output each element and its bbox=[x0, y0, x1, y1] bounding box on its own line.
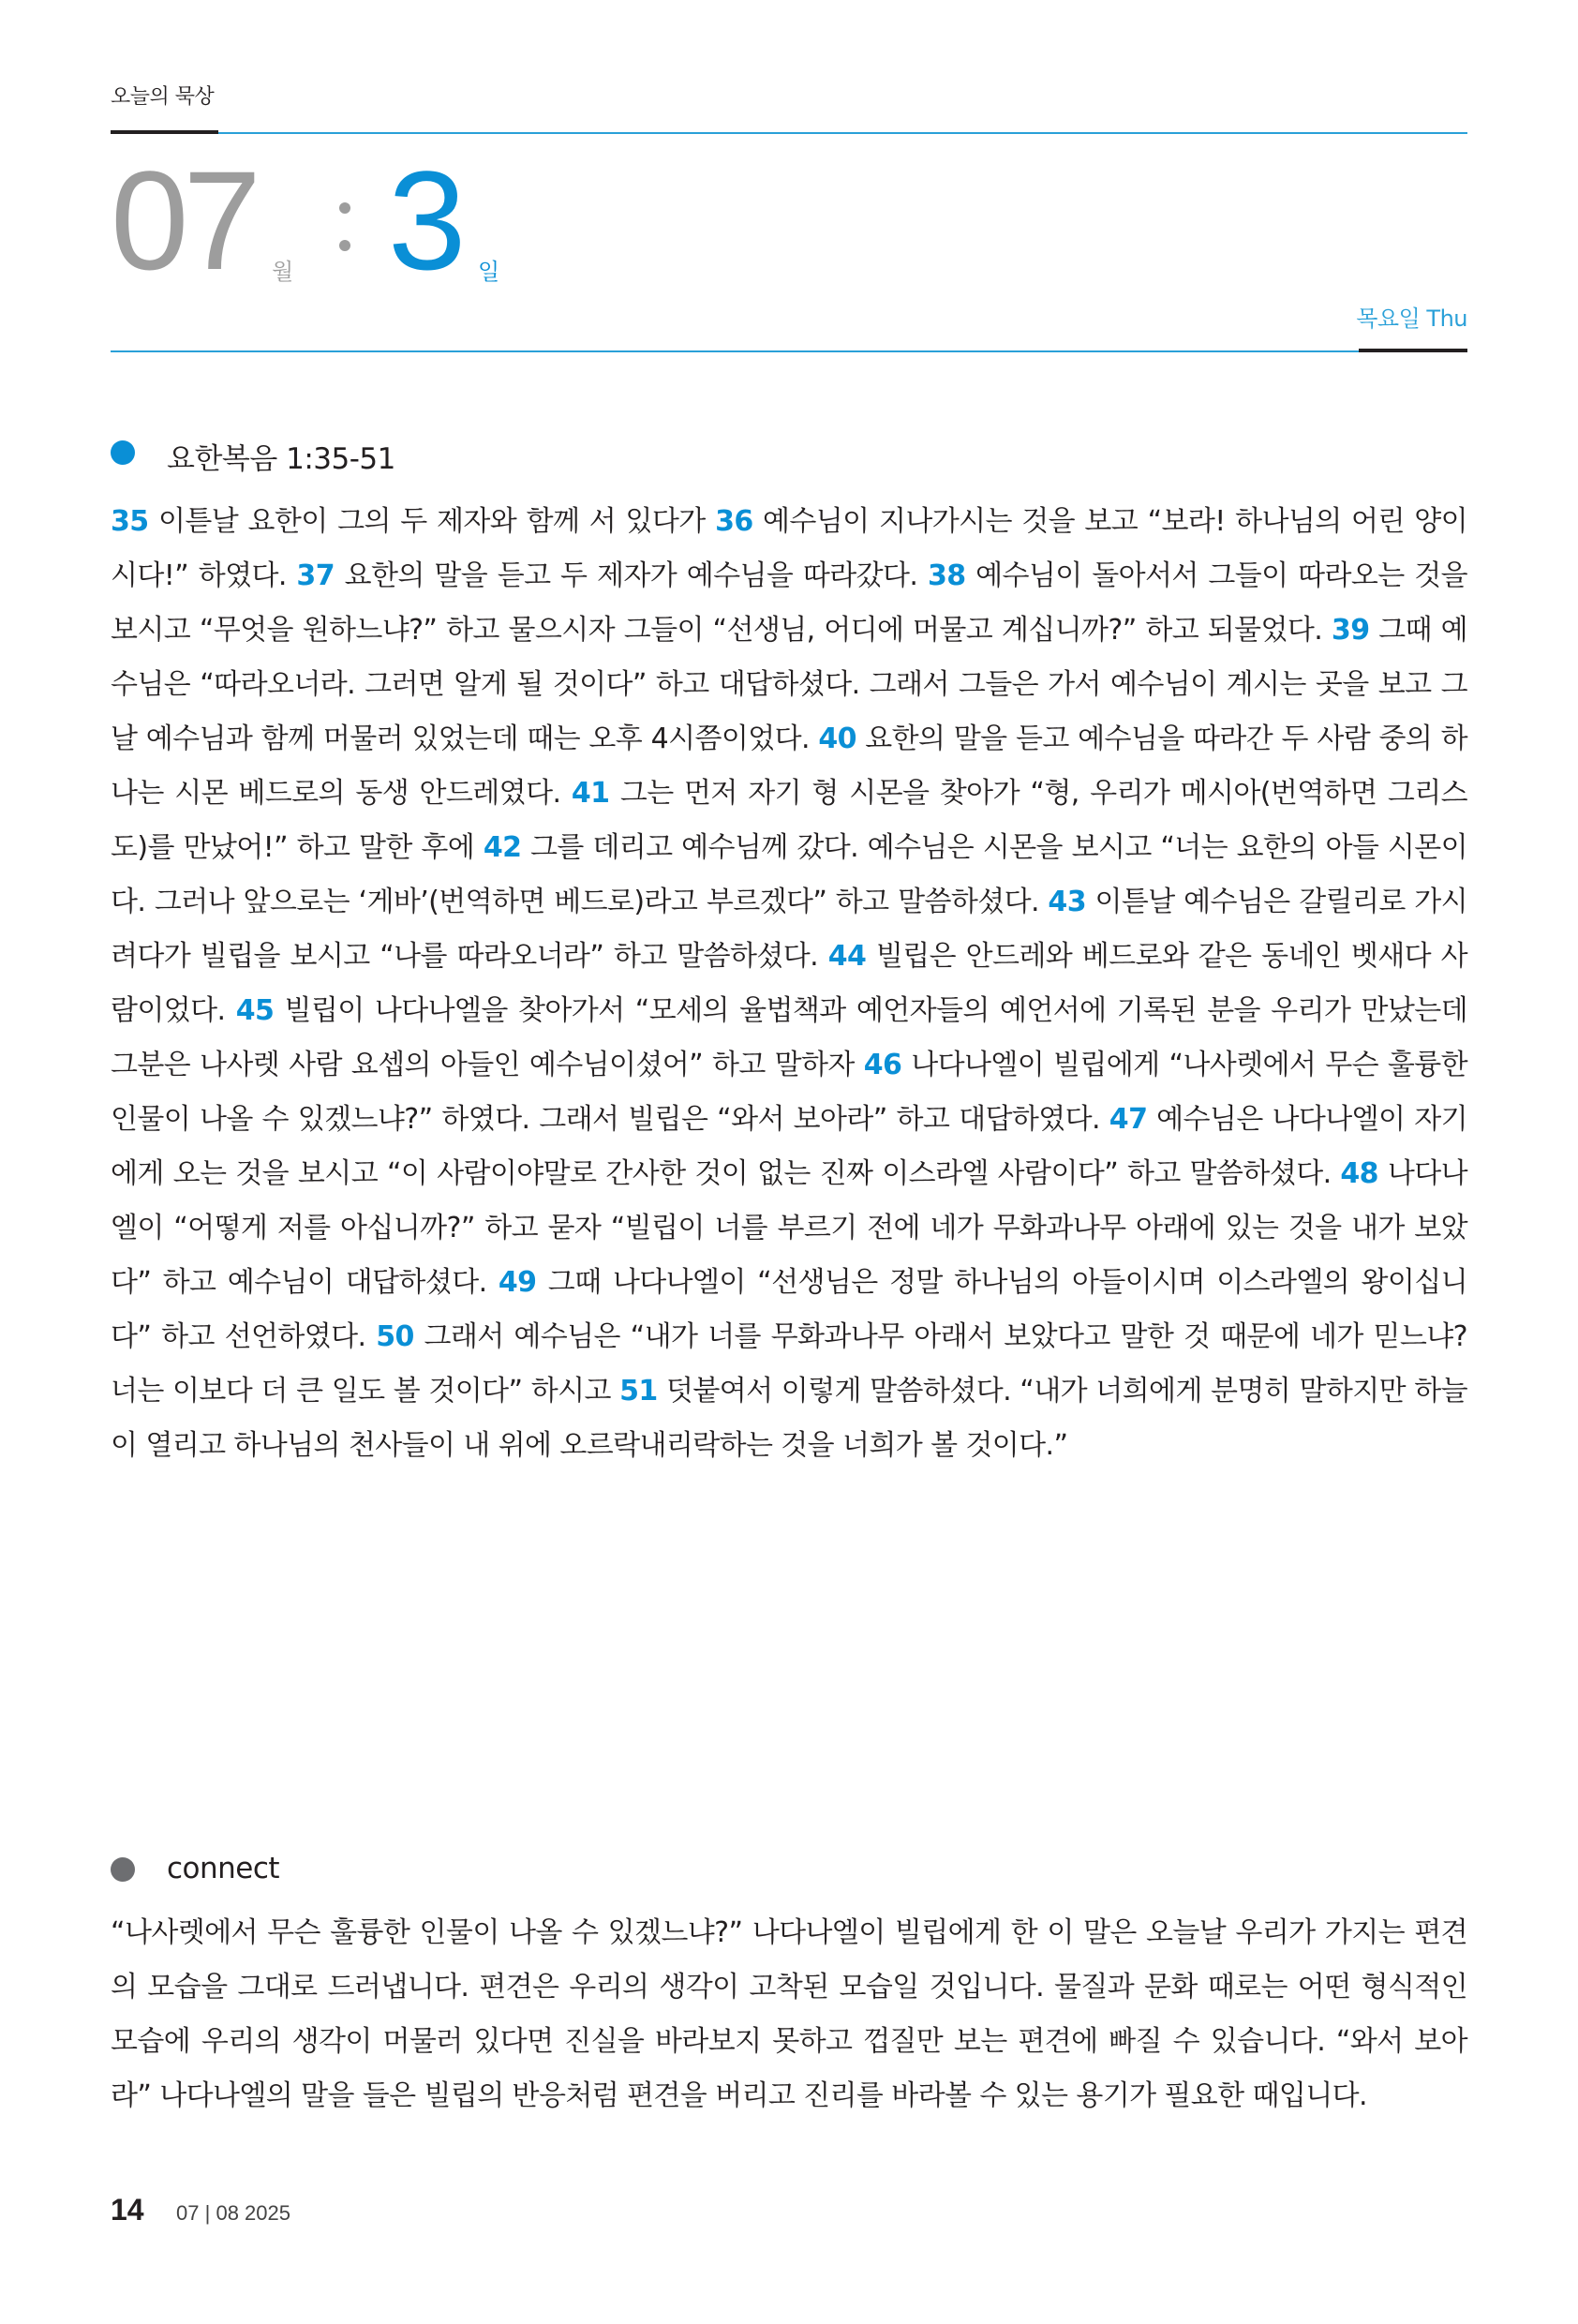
header-divider bbox=[111, 350, 1394, 352]
connect-heading: connect bbox=[167, 1852, 280, 1885]
verse-number: 42 bbox=[483, 831, 522, 864]
connect-bullet bbox=[111, 1857, 135, 1882]
month-number: 07 bbox=[111, 142, 256, 299]
verse-text: 덧붙여서 이렇게 말씀하셨다. “내가 너희에게 분명히 말하지만 하늘이 열리고 하나님의 천사들이 내 위에 오르락내리락하는 것을 너희가 볼 것이다.” bbox=[111, 1375, 1467, 1462]
verse-number: 35 bbox=[111, 505, 149, 538]
verse-text: 요한의 말을 듣고 두 제자가 예수님을 따라갔다. bbox=[334, 559, 928, 592]
verse-number: 39 bbox=[1331, 614, 1370, 647]
verse-number: 49 bbox=[498, 1266, 537, 1299]
colon-dot-bottom bbox=[339, 240, 350, 251]
verse-text: 빌립은 안드레와 베드로와 같은 동네인 벳새다 사람이었다. bbox=[111, 940, 1467, 1027]
month-unit: 월 bbox=[272, 259, 294, 285]
verse-number: 41 bbox=[571, 777, 610, 810]
scripture-heading: 요한복음 1:35-51 bbox=[167, 442, 395, 476]
verse-text: 그때 예수님은 “따라오너라. 그러면 알게 될 것이다” 하고 대답하셨다. 그래서 그들은 가서 예수님이 계시는 곳을 보고 그 날 예수님과 함께 머물러 있었는데 때는 오후 4시쯤이었다. bbox=[111, 614, 1467, 755]
verse-text: 예수님은 나다나엘이 자기에게 오는 것을 보시고 “이 사람이야말로 간사한 것이 없는 진짜 이스라엘 사람이다” 하고 말씀하셨다. bbox=[111, 1103, 1467, 1190]
verse-number: 36 bbox=[715, 505, 753, 538]
verse-number: 45 bbox=[235, 994, 275, 1027]
verse-text: 그는 먼저 자기 형 시몬을 찾아가 “형, 우리가 메시아(번역하면 그리스도)를 만났어!” 하고 말한 후에 bbox=[111, 777, 1467, 864]
page-number: 14 bbox=[111, 2193, 144, 2227]
issue-date: 07 | 08 2025 bbox=[176, 2201, 290, 2225]
verse-number: 48 bbox=[1340, 1157, 1378, 1190]
verse-number: 40 bbox=[818, 723, 856, 755]
day-number: 3 bbox=[388, 142, 467, 299]
verse-text: 이튿날 요한이 그의 두 제자와 함께 서 있다가 bbox=[148, 505, 716, 538]
verse-number: 51 bbox=[619, 1375, 658, 1408]
verse-number: 37 bbox=[296, 559, 335, 592]
colon-dot-top bbox=[339, 202, 350, 214]
verse-number: 50 bbox=[376, 1320, 414, 1353]
verse-text: 그래서 예수님은 “내가 너를 무화과나무 아래서 보았다고 말한 것 때문에 네가 믿느냐? 너는 이보다 더 큰 일도 볼 것이다” 하시고 bbox=[111, 1320, 1467, 1408]
verse-text: 예수님이 돌아서서 그들이 따라오는 것을 보시고 “무엇을 원하느냐?” 하고 물으시자 그들이 “선생님, 어디에 머물고 계십니까?” 하고 되물었다. bbox=[111, 559, 1468, 647]
verse-text: 이튿날 예수님은 갈릴리로 가시려다가 빌립을 보시고 “나를 따라오너라” 하고 말씀하셨다. bbox=[111, 886, 1467, 973]
verse-text: 나다나엘이 “어떻게 저를 아십니까?” 하고 묻자 “빌립이 너를 부르기 전에 네가 무화과나무 아래에 있는 것을 내가 보았다” 하고 예수님이 대답하셨다. bbox=[111, 1157, 1467, 1299]
verse-text: 예수님이 지나가시는 것을 보고 “보라! 하나님의 어린 양이시다!” 하였다. bbox=[111, 505, 1467, 592]
verse-text: 요한의 말을 듣고 예수님을 따라간 두 사람 중의 하나는 시몬 베드로의 동생 안드레였다. bbox=[111, 723, 1468, 810]
day-unit: 일 bbox=[478, 259, 500, 285]
connect-text: “나사렛에서 무슨 훌륭한 인물이 나올 수 있겠느냐?” 나다나엘이 빌립에게 한 이 말은 오늘날 우리가 가지는 편견의 모습을 그대로 드러냅니다. 편견은 우리의 생각이 고착된 모습일 것입니다. 물질과 문화 때로는 어떤 형식적인 모습에 우리의 생각이 머물러 있다면 진실을 바라보지 못하고 껍질만 보는 편견에 빠질 수 있습니다. “와서 보아라” 나다나엘의 말을 들은 빌립의 반응처럼 편견을 버리고 진리를 바라볼 수 있는 용기가 필요한 때입니다. bbox=[111, 1916, 1467, 2112]
verse-number: 47 bbox=[1109, 1103, 1148, 1136]
verse-text: 그를 데리고 예수님께 갔다. 예수님은 시몬을 보시고 “너는 요한의 아들 시몬이다. 그러나 앞으로는 ‘게바’(번역하면 베드로)라고 부르겠다” 하고 말씀하셨다. bbox=[111, 831, 1467, 918]
section-label: 오늘의 묵상 bbox=[111, 85, 215, 109]
footer bbox=[111, 2193, 290, 2227]
scripture-bullet bbox=[111, 440, 135, 465]
verse-text: 나다나엘이 빌립에게 “나사렛에서 무슨 훌륭한 인물이 나올 수 있겠느냐?” 하였다. 그래서 빌립은 “와서 보아라” 하고 대답하였다. bbox=[111, 1049, 1468, 1136]
scripture-text bbox=[111, 495, 1467, 1473]
verse-text: 빌립이 나다나엘을 찾아가서 “모세의 율법책과 예언자들의 예언서에 기록된 분을 우리가 만났는데 그분은 나사렛 사람 요셉의 아들인 예수님이셨어” 하고 말하자 bbox=[111, 994, 1467, 1081]
verse-number: 46 bbox=[863, 1049, 902, 1081]
verse-number: 38 bbox=[927, 559, 966, 592]
weekday-underline bbox=[1359, 349, 1467, 352]
weekday: 목요일 Thu bbox=[1356, 305, 1467, 332]
section-label-underline bbox=[111, 130, 218, 134]
top-divider bbox=[218, 132, 1467, 134]
verse-number: 43 bbox=[1048, 886, 1086, 918]
verse-text: 그때 나다나엘이 “선생님은 정말 하나님의 아들이시며 이스라엘의 왕이십니다” 하고 선언하였다. bbox=[111, 1266, 1468, 1353]
verse-number: 44 bbox=[827, 940, 867, 973]
